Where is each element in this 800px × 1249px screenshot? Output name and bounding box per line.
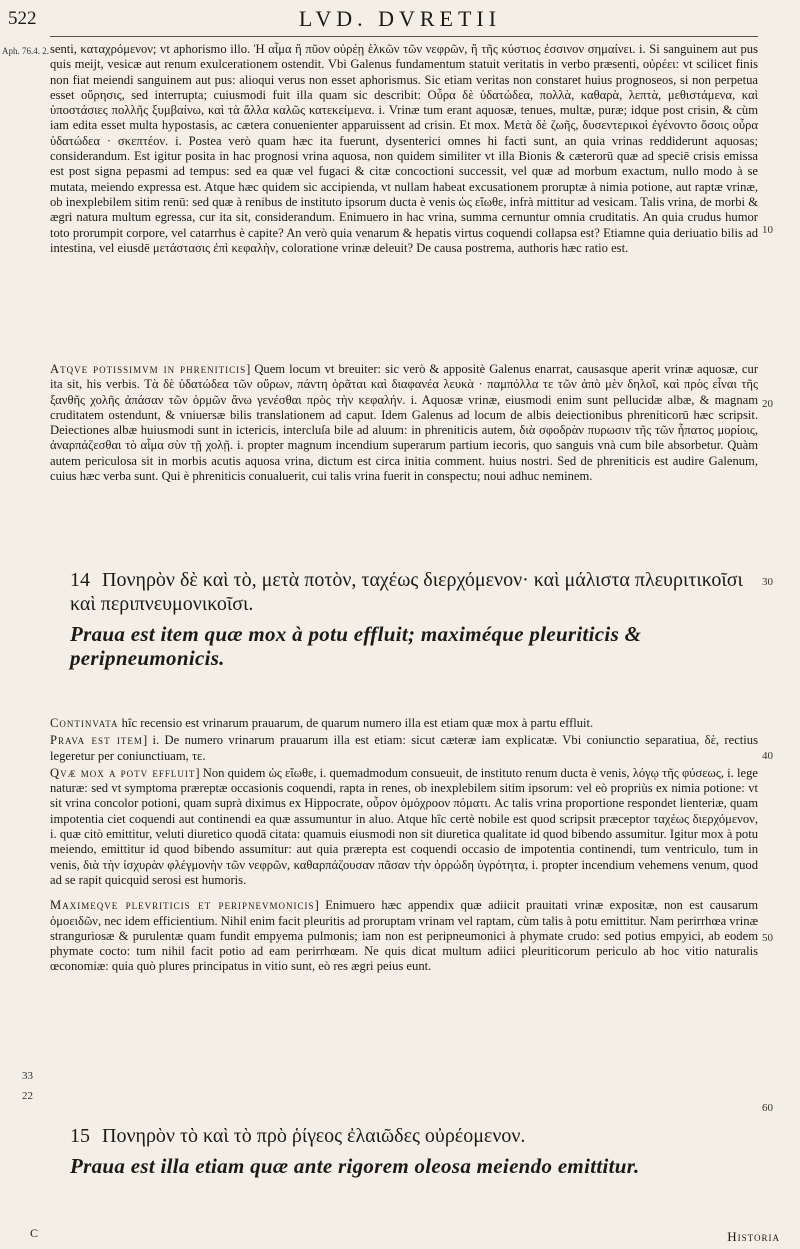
commentary-block-3	[50, 716, 758, 977]
aphorism-greek	[70, 568, 770, 616]
aphorism-15	[70, 1124, 770, 1178]
lemma: Prava est item	[50, 733, 143, 748]
commentary-paragraph	[50, 898, 758, 974]
lemma: Atqve potissimvm in phreniticis	[50, 362, 247, 376]
commentary-block-1	[50, 42, 758, 258]
aphorism-latin: Praua est illa etiam quæ ante rigorem oleosa meiendo emittitur.	[70, 1154, 640, 1178]
commentary-paragraph: senti, καταχρόμενον; vt aphorismo illo. Ἠ αἷμα ἢ πῦον οὐρέῃ ἑλκῶν τῶν νεφρῶν, ἢ τῆς κύστιος ἐσσινον σημαίνει. i. Si sanguinem aut pus quis meijt, vesicæ aut renum exulcerationem ostendit. Vbi Galenus fundamentum statuit veritatis in verbo præsenti, οὐρέει: vt scilicet finis non fiat meiendi sanguinem aut pus: alioqui verus non esset aphorismus. Sic etiam veritas non constaret huius prognoseos, si non perpetua esset οὔρησις, sed interrupta; cuiusmodi fuit illa quam sic describit: Οὖρα δὲ ὑδατώδεα, πολλὰ, καθαρὰ, λεπτὰ, μεθιστάμενα, καὶ ὑποστάσιες πολλῆς ξυμβαίνω, καὶ τὰ ἄλλα καλῶς κατεκείμενα. i. Vrinæ tum erant aquosæ, tenues, multæ, puræ; idque post crisin, & cùm iam edita esset multa hypostasis, ac cætera conuenienter apparuissent ad crisin. Et mox. Μετὰ δὲ ζωῆς, δυσεντερικοὶ ἐγένοντο ὅσοις οὖρα ὑδατώδεα · σκεπτέον. i. Postea verò quam hæc ita fuerunt, dysenterici omnes hi facti sunt, an quia vrinas reddiderunt aquosas; considerandum. Est igitur posita in hac prognosi vrina aquosa, non quidem similiter vt illa Bionis & cæterorū quæ ad speciē crisis emissa est post signa pepasmi ad tempus: sed ea quæ vel fugaci & citæ concoctioni successit, vel quæ ad morbum exactum, nullo modo à se mutata, meiendo expressa est. Atque hæc quidem sic accipienda, vt nullam habeat excusationem proruptæ à nimia potione, aut raptæ vrinæ, ob inexplebilem sitim renū: sed quæ à renibus de instituto ipsorum ducta è venis ὡς εἴωθε, infrà mittitur ad vesicam. Talis vrina, de morbi & ægri natura multum egressa, cur ita sit, considerandum. Enimuero in hac vrina, summa cernuntur omnia cruditatis. An quia crudus humor toto prorumpit corpore, vel catarrhus è capite? An verò quia venarum & hepatis virtus coquendi collapsa est? Etiamne quia deriuatio bilis ad intestina, vel eiusdē μετάστασις ἐπὶ κεφαλὴν, coloratione vrinæ deleuit? De causa postrema, authoris hæc ratio est.	[50, 42, 758, 255]
header-rule	[50, 36, 758, 37]
aphorism-greek-text: Πονηρὸν δὲ καὶ τὸ, μετὰ ποτὸν, ταχέως διερχόμενον· καὶ μάλιστα πλευριτικοῖσι καὶ περιπνευμονικοῖσι.	[70, 569, 743, 615]
aphorism-number: 14	[70, 569, 90, 591]
commentary-text: hîc recensio est vrinarum prauarum, de quarum numero illa est etiam quæ mox à partu effluit.	[118, 716, 594, 730]
line-number: 30	[762, 576, 773, 588]
lemma: Qvæ mox a potv effluit	[50, 765, 196, 780]
margin-mark: 33	[22, 1070, 33, 1082]
aphorism-greek	[70, 1124, 770, 1148]
running-head	[0, 6, 800, 36]
commentary-paragraph	[50, 733, 758, 764]
line-number: 60	[762, 1102, 773, 1114]
line-number: 20	[762, 398, 773, 410]
commentary-paragraph	[50, 766, 758, 888]
lemma: Continvata	[50, 716, 119, 730]
aphorism-14	[70, 568, 770, 670]
signature-mark: C	[30, 1226, 39, 1240]
commentary-paragraph	[50, 716, 758, 731]
catchword: Historia	[727, 1229, 780, 1244]
line-number: 10	[762, 224, 773, 236]
line-number: 50	[762, 932, 773, 944]
commentary-text: ] Non quidem ὡς εἴωθε, i. quemadmodum consueuit, de instituto renum ducta è venis, λόγῳ τῆς φύσεως, i. lege naturæ: sed vt symptoma præreptæ occasionis coquendi, rapta in renes, ob inexplebilem sitim ipsorum: vel eò propriùs ex nimia potione: vt sit vrina concolor potioni, quam suprà diximus ex Hippocrate, οὖρον ὁμόχροον πόματι. Ac talis vrina proportione respondet lienteriæ, quam impotentia ciet coquendi aut continendi ea quæ assumuntur in aluo. Atque hîc certè nobile est quod scripsit præceptor ταχέως διερχόμενον, i. quæ citò emittitur, veluti diuretico quodā citata: quamuis eiusmodi non sit diuretica qualitate id quod bibendo assumitur. Igitur mox à potu meiendo, emittitur id quod bibendo assumitur: aut quia prærepta est coquendi occasio de impotentia continendi, tum ventriculo, tum in venis, διὰ τὴν ἰσχυρὰν φλέγμονὴν τῶν νεφρῶν, καθαρπάζουσαν πᾶσαν τὴν ὀρρώδη ὑγρότητα, i. propter incendium vehemens venum, quod ad se rapit quicquid serosi est humoris.	[50, 765, 758, 887]
page-number: 522	[8, 8, 37, 29]
commentary-paragraph	[50, 362, 758, 484]
commentary-text: ] i. De numero vrinarum prauarum illa est etiam: sicut cæteræ iam explicatæ. Vbi coniunctio separatiua, δὲ, rectius legeretur per coniunctiuam, τε.	[50, 733, 758, 763]
commentary-block-2	[50, 362, 758, 486]
lemma: Maximeqve plevriticis et peripnevmonicis	[50, 898, 315, 913]
line-number: 40	[762, 750, 773, 762]
margin-reference: Aph. 76.4. 2.	[2, 46, 49, 56]
running-title: LVD. DVRETII	[298, 6, 502, 31]
commentary-text: ] Enimuero hæc appendix quæ adiicit prauitati vrinæ expositæ, non est causarum ὁμοειδῶν, nec idem efficientium. Nihil enim facit pleuritis ad proruptam vrinam vel raptam, cùm talis à potu emittitur. Nam perirrhœa vrinæ stranguriosæ & purulentæ quam fundit empyema pulmonis; iam non est peripneumonici à phymate crudo: sed potius empyici, ab eodem phymate cocto: tum nihil facit potio ad eam perirrhœam. Ne quis dicat multum adiici pleuriticorum periculo ab hoc vitio naturalis œconomiæ: quia quò plures principatus in vitio sunt, eò res ægri peius eunt.	[50, 898, 759, 974]
commentary-text: ] Quem locum vt breuiter: sic verò & appositè Galenus enarrat, causasque aperit vrinæ aquosæ, cur ita sit, his verbis. Τὰ δὲ ὑδατώδεα τῶν οὔρων, πάντη ὁρᾶται καὶ διαφανέα λευκὰ · παμπόλλα τε τῶν ἀπὸ μὲν δηλοῖ, καὶ πρὸς εἶναι τῆς ξανθῆς χολῆς ἀπάσαν τῶν ὁρμῶν ἄνω γενέσθαι πρὸς τὴν κεφαλήν. i. Aquosæ vrinæ, eiusmodi enim sunt pellucidæ albæ, & magnam cruditatem ostendunt, & vniuersæ bilis translationem ad caput. Idem Galenus ad locum de albis deiectionibus phreniticorū hæc scripsit. Deiectiones albæ huiusmodi sunt in ictericis, intercluſa bile ad aluum: in phreniticis autem, διὰ σφοδρὰν πυρωσιν τῆς τῶν ἧπατος μορίοις, ἀναρπάζεσθαι τὸ αἷμα σὺν τῇ χολῇ. i. propter magnum incendium superarum partium iecoris, quo sanguis vnà cum bile absorbetur. Quàm autem periculosa sit in morbis acutis aquosa vrina, dictum est circa initia comment. huius nostri. Sed de phreniticis est audire Galenum, cuius hæc verba sunt. Qui è phreniticis conualuerit, cui talis vrina fuerit in conspectu; noui adhuc neminem.	[50, 362, 759, 484]
margin-mark: 22	[22, 1090, 33, 1102]
aphorism-greek-text: Πονηρὸν τὸ καὶ τὸ πρὸ ῥίγεος ἐλαιῶδες οὐρέομενον.	[102, 1125, 526, 1147]
aphorism-latin: Praua est item quæ mox à potu effluit; maximéque pleuriticis & peripneumonicis.	[70, 622, 642, 670]
aphorism-number: 15	[70, 1125, 90, 1147]
